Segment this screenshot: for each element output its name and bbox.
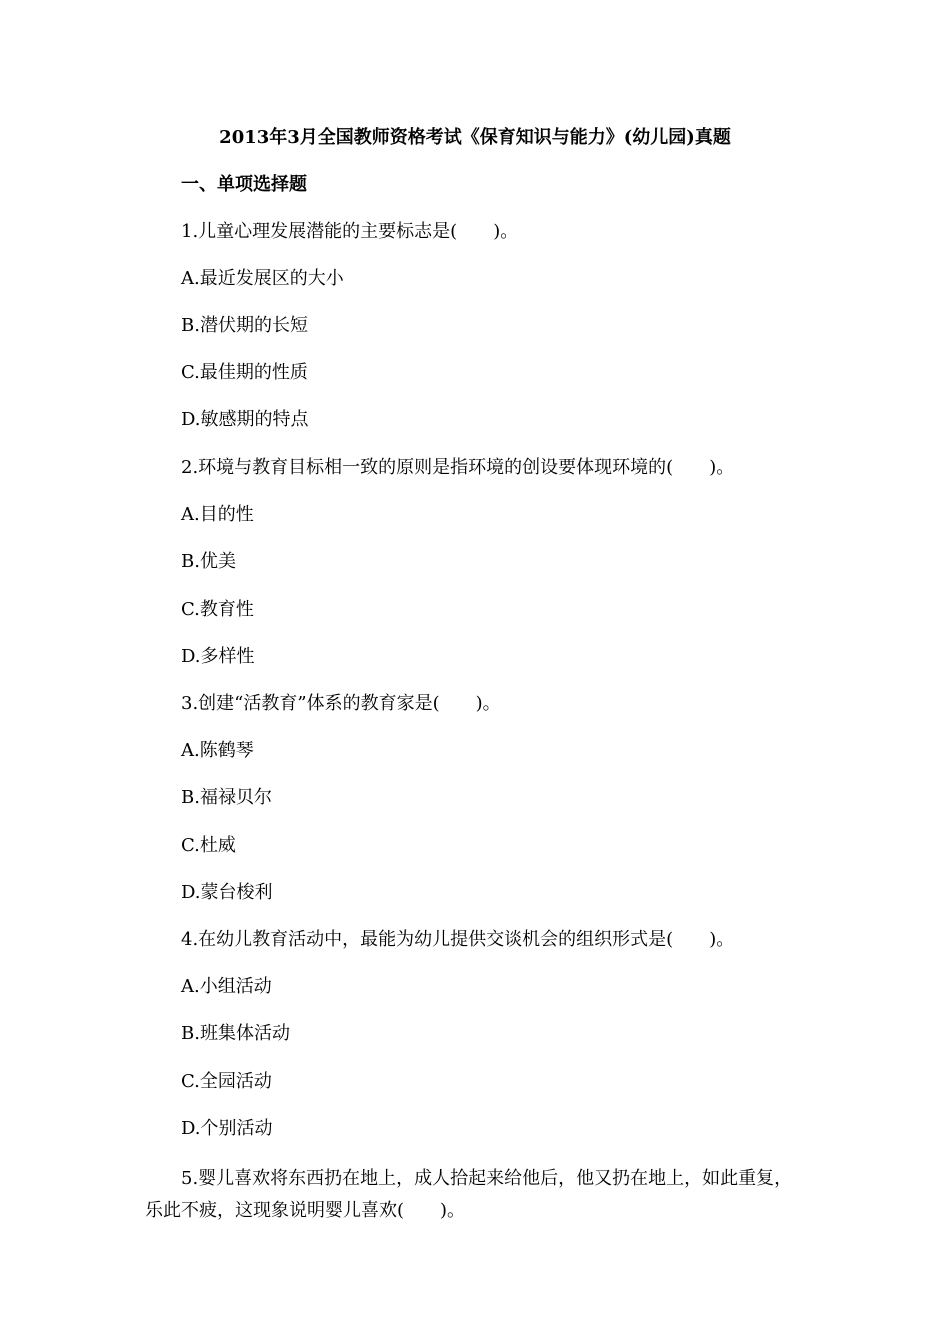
- question-3: 3.创建“活教育”体系的教育家是( )。: [181, 693, 501, 714]
- q3-option-b: B.福禄贝尔: [181, 787, 272, 808]
- q1-option-c: C.最佳期的性质: [181, 362, 308, 383]
- q2-option-a: A.目的性: [181, 504, 254, 525]
- document-title: 2013年3月全国教师资格考试《保育知识与能力》(幼儿园)真题: [219, 127, 731, 148]
- q3-option-a: A.陈鹤琴: [181, 740, 254, 761]
- q4-option-b: B.班集体活动: [181, 1023, 290, 1044]
- section-heading: 一、单项选择题: [181, 174, 307, 195]
- q4-option-c: C.全园活动: [181, 1071, 272, 1092]
- q3-option-c: C.杜威: [181, 835, 236, 856]
- q3-option-d: D.蒙台梭利: [181, 882, 273, 903]
- q2-option-d: D.多样性: [181, 646, 255, 667]
- q1-option-a: A.最近发展区的大小: [181, 268, 344, 289]
- question-4: 4.在幼儿教育活动中，最能为幼儿提供交谈机会的组织形式是( )。: [181, 929, 735, 950]
- q4-option-a: A.小组活动: [181, 976, 272, 997]
- q2-option-b: B.优美: [181, 551, 236, 572]
- q1-option-d: D.敏感期的特点: [181, 409, 309, 430]
- question-1: 1.儿童心理发展潜能的主要标志是( )。: [181, 221, 519, 242]
- q2-option-c: C.教育性: [181, 599, 254, 620]
- q1-option-b: B.潜伏期的长短: [181, 315, 308, 336]
- question-5: 5.婴儿喜欢将东西扔在地上，成人拾起来给他后，他又扔在地上，如此重复，乐此不疲，这现象说明婴儿喜欢( )。: [145, 1168, 793, 1221]
- q4-option-d: D.个别活动: [181, 1118, 273, 1139]
- question-2: 2.环境与教育目标相一致的原则是指环境的创设要体现环境的( )。: [181, 457, 735, 478]
